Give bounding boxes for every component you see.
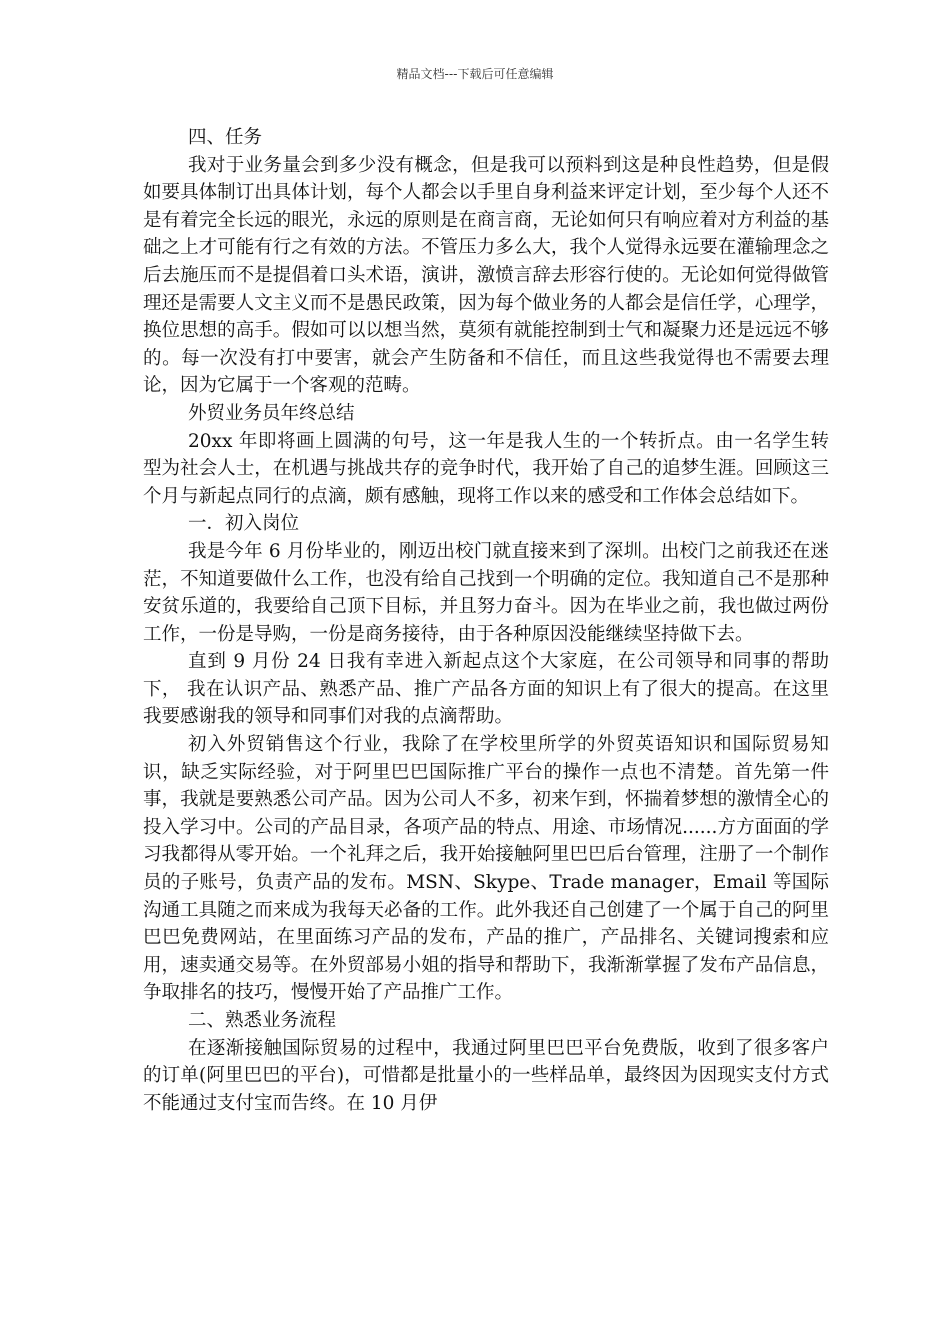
paragraph-graduation: 我是今年 6 月份毕业的，刚迈出校门就直接来到了深圳。出校门之前我还在迷茫，不知道要做什么工作，也没有给自己找到一个明确的定位。我知道自己不是那种安贫乐道的，我要给自己顶下目标，并且努力奋斗。因为在毕业之前，我也做过两份工作，一份是导购，一份是商务接待，由于各种原因没能继续坚持做下去。 (143, 540, 829, 645)
section-heading-tasks: 四、任务 (188, 127, 263, 148)
page-header-note: 精品文档---下载后可任意编辑 (396, 67, 554, 81)
section-heading-onboarding: 一．初入岗位 (188, 513, 300, 535)
section-heading-business-process: 二、熟悉业务流程 (188, 1010, 337, 1031)
paragraph-joining: 直到 9 月份 24 日我有幸进入新起点这个大家庭，在公司领导和同事的帮助下， 我在认识产品、熟悉产品、推广产品各方面的知识上有了很大的提高。在这里我要感谢我的领导和同事们对我的点滴帮助。 (143, 651, 829, 728)
paragraph-intro: 20xx 年即将画上圆满的句号，这一年是我人生的一个转折点。由一名学生转型为社会人士，在机遇与挑战共存的竞争时代，我开始了自己的追梦生涯。回顾这三个月与新起点同行的点滴，颇有感触，现将工作以来的感受和工作体会总结如下。 (143, 430, 829, 507)
document-title: 外贸业务员年终总结 (188, 402, 355, 424)
paragraph-learning: 初入外贸销售这个行业，我除了在学校里所学的外贸英语知识和国际贸易知识，缺乏实际经验，对于阿里巴巴国际推广平台的操作一点也不清楚。首先第一件事，我就是要熟悉公司产品。因为公司人不多，初来乍到，怀揣着梦想的激情全心的投入学习中。公司的产品目录，各项产品的特点、用途、市场情况......方方面面的学习我都得从零开始。一个礼拜之后，我开始接触阿里巴巴后台管理，注册了一个制作员的子账号，负责产品的发布。MSN、Skype、Trade manager，Email 等国际沟通工具随之而来成为我每天必备的工作。此外我还自己创建了一个属于自己的阿里巴巴免费网站，在里面练习产品的发布，产品的推广，产品排名、关键词搜索和应用，速卖通交易等。在外贸部易小姐的指导和帮助下，我渐渐掌握了发布产品信息，争取排名的技巧，慢慢开始了产品推广工作。 (143, 734, 829, 1004)
document-body (143, 124, 829, 1117)
paragraph-tasks-body: 我对于业务量会到多少没有概念，但是我可以预料到这是种良性趋势，但是假如要具体制订出具体计划，每个人都会以手里自身利益来评定计划，至少每个人还不是有着完全长远的眼光，永远的原则是在商言商，无论如何只有响应着对方利益的基础之上才可能有行之有效的方法。不管压力多么大，我个人觉得永远要在灌输理念之后去施压而不是提倡着口头术语，演讲，激愤言辞去形容行使的。无论如何觉得做管理还是需要人文主义而不是愚民政策，因为每个做业务的人都会是信任学，心理学，换位思想的高手。假如可以以想当然，莫须有就能控制到士气和凝聚力还是远远不够的。每一次没有打中要害，就会产生防备和不信任，而且这些我觉得也不需要去理论，因为它属于一个客观的范畴。 (143, 154, 829, 397)
paragraph-trade-experience: 在逐渐接触国际贸易的过程中，我通过阿里巴巴平台免费版，收到了很多客户的订单(阿里巴巴的平台)，可惜都是批量小的一些样品单，最终因为因现实支付方式不能通过支付宝而告终。在 10 月伊 (143, 1037, 829, 1114)
